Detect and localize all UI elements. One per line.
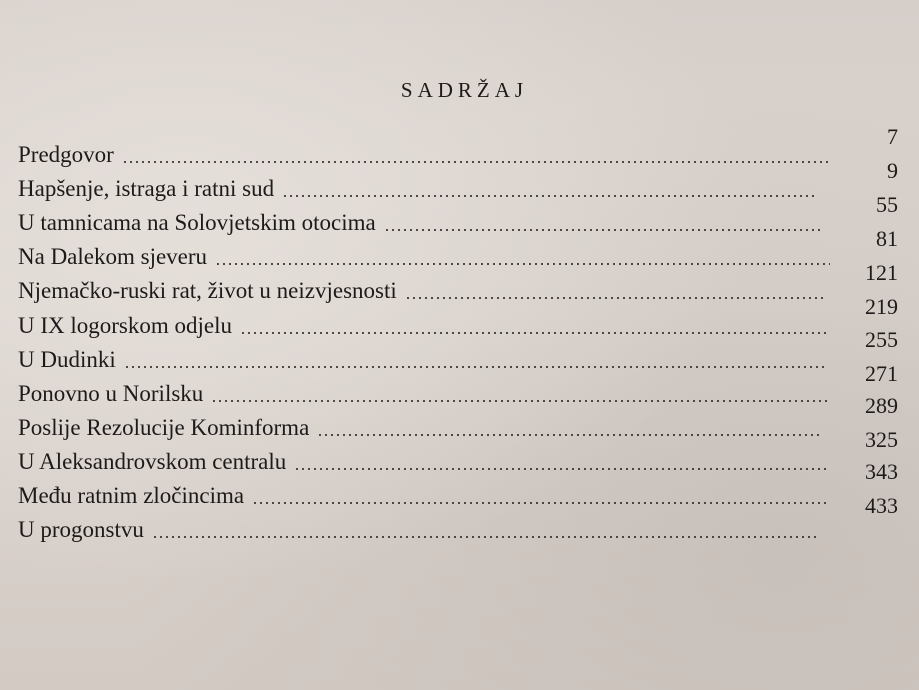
toc-entry-page: 55 [876, 192, 898, 218]
toc-entry-title: Hapšenje, istraga i ratni sud [18, 176, 275, 202]
toc-entry-page: 289 [865, 392, 898, 418]
dot-leader [384, 229, 823, 231]
toc-entry [18, 158, 898, 202]
toc-entry-title: Na Dalekom sjeveru [18, 244, 208, 270]
toc-entry-title: Predgovor [18, 142, 114, 168]
dot-leader [240, 332, 830, 334]
dot-leader [252, 502, 826, 504]
toc-entry [18, 260, 898, 304]
toc-entry-title: U IX logorskom odjelu [18, 312, 233, 338]
dot-leader [122, 161, 832, 163]
toc-entry-page: 81 [876, 226, 898, 252]
toc-entry-page: 271 [865, 360, 898, 386]
dot-leader [215, 263, 830, 265]
dot-leader [152, 536, 820, 538]
dot-leader [294, 468, 826, 470]
toc-entry-title: U Dudinki [18, 346, 116, 372]
toc-entry-title: Među ratnim zločincima [18, 483, 245, 509]
toc-entry-page: 9 [887, 158, 898, 184]
toc-entry-page: 121 [865, 260, 898, 286]
toc-entry-page: 255 [865, 326, 898, 352]
toc-entry [18, 294, 898, 338]
dot-leader [211, 400, 828, 402]
dot-leader [405, 297, 823, 299]
toc-entry [18, 326, 898, 373]
table-of-contents [18, 124, 898, 543]
toc-entry-title: Poslije Rezolucije Kominforma [18, 414, 310, 440]
toc-entry-title: U Aleksandrovskom centralu [18, 448, 287, 474]
dot-leader [124, 366, 828, 368]
page-title: SADRŽAJ [400, 78, 529, 103]
toc-entry-page: 219 [865, 294, 898, 320]
show-through-text-bottom [380, 560, 780, 680]
dot-leader [317, 434, 823, 436]
toc-entry-page: 7 [887, 124, 898, 149]
dot-leader [282, 195, 818, 197]
toc-entry-title: U progonstvu [18, 517, 144, 543]
toc-entry-title: Ponovno u Norilsku [18, 380, 204, 406]
toc-entry [18, 192, 898, 236]
toc-entry-page: 433 [865, 493, 898, 519]
toc-entry [18, 124, 898, 168]
toc-entry [18, 226, 898, 270]
toc-entry-title: Njemačko-ruski rat, život u neizvjesnosti [18, 278, 397, 304]
toc-entry-page: 343 [865, 458, 898, 484]
toc-entry-title: U tamnicama na Solovjetskim otocima [18, 210, 376, 236]
toc-entry [18, 360, 898, 407]
toc-entry-page: 325 [865, 426, 898, 452]
